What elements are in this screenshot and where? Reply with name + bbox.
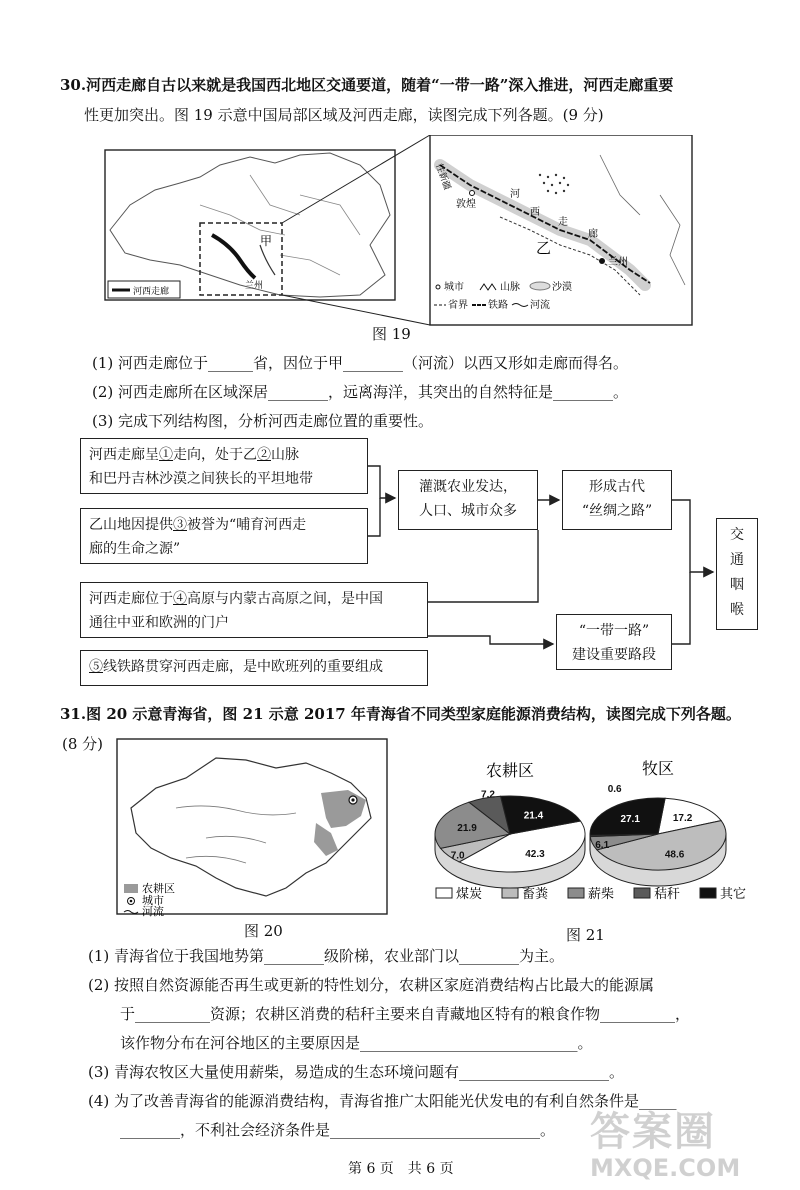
legend-farm-icon bbox=[124, 884, 138, 893]
q31-sub2-line2: 于__________资源；农耕区消费的秸秆主要来自青藏地区特有的粮食作物__________， bbox=[120, 1005, 691, 1023]
legend-rail-text: 铁路 bbox=[488, 300, 508, 311]
legend-city-icon-2 bbox=[130, 900, 133, 903]
label-lanzhou-right: 兰州 bbox=[608, 257, 628, 268]
legend-swatch-畜粪 bbox=[502, 888, 518, 898]
blank-1: ① bbox=[159, 447, 173, 463]
legend-city-text-2: 城市 bbox=[142, 894, 164, 907]
q31-sub4-line2: ________，不利社会经济条件是____________________________。 bbox=[120, 1121, 556, 1139]
legend-river-text: 河流 bbox=[530, 300, 550, 311]
page-footer: 第 6 页 共 6 页 bbox=[348, 1161, 454, 1177]
q30-stem-line1: 30.河西走廊自古以来就是我国西北地区交通要道，随着“一带一路”深入推进，河西走廊重要 bbox=[60, 76, 674, 94]
legend-swatch-煤炭 bbox=[436, 888, 452, 898]
flow-box-1: 河西走廊呈①走向，处于乙②山脉 和巴丹吉林沙漠之间狭长的平坦地带 bbox=[80, 438, 368, 494]
fig19-caption: 图 19 bbox=[372, 325, 411, 343]
legend-swatch-其它 bbox=[700, 888, 716, 898]
dunhuang-dot bbox=[470, 191, 475, 196]
watermark-logo: 答案圈 MXQE.COM bbox=[590, 1109, 741, 1182]
flow-mid-1: 灌溉农业发达， 人口、城市众多 bbox=[398, 470, 538, 530]
flow-mid-2: 形成古代 “丝绸之路” bbox=[562, 470, 672, 530]
label-yi: 乙 bbox=[536, 239, 552, 257]
fig21-caption: 图 21 bbox=[566, 926, 605, 944]
legend-label-秸秆: 秸秆 bbox=[654, 887, 681, 902]
q31-sub4-line1: (4) 为了改善青海省的能源消费结构，青海省推广太阳能光伏发电的有利自然条件是_____ bbox=[88, 1092, 677, 1110]
pie-farm bbox=[435, 790, 585, 888]
legend-swatch-薪柴 bbox=[568, 888, 584, 898]
lanzhou-dot bbox=[599, 258, 605, 264]
legend-label-畜粪: 畜粪 bbox=[522, 887, 549, 902]
label-dunhuang: 敦煌 bbox=[456, 199, 476, 210]
pie-title-pasture: 牧区 bbox=[641, 759, 675, 778]
q30-sub1: (1) 河西走廊位于______省，因位于甲________（河流）以西又形如走廊而得名。 bbox=[92, 354, 629, 372]
label-jia: 甲 bbox=[260, 234, 273, 248]
label-zou: 走 bbox=[558, 217, 568, 228]
blank-2: ② bbox=[257, 447, 271, 463]
legend-river-text-2: 河流 bbox=[142, 905, 164, 918]
q31-sub2-line1: (2) 按照自然资源能否再生或更新的特性划分，农耕区家庭消费结构占比最大的能源属 bbox=[88, 976, 655, 994]
blank-3: ③ bbox=[173, 517, 187, 533]
q31-stem-line2: (8 分) bbox=[62, 735, 104, 753]
label-wangxinjiang: 往新疆 bbox=[433, 162, 452, 192]
legend-desert-text: 沙漠 bbox=[552, 282, 572, 293]
pie-pasture bbox=[590, 784, 726, 886]
legend-mountain-text: 山脉 bbox=[500, 282, 520, 293]
q30-stem-line2: 性更加突出。图 19 示意中国局部区域及河西走廊，读图完成下列各题。(9 分) bbox=[84, 106, 604, 124]
legend-farm-text: 农耕区 bbox=[142, 882, 175, 895]
pie-value-label: 17.2 bbox=[672, 812, 693, 824]
figure-21-pie-charts bbox=[420, 752, 760, 912]
legend-swatch-秸秆 bbox=[634, 888, 650, 898]
pie-value-label: 6.1 bbox=[595, 839, 610, 851]
legend-corridor-text: 河西走廊 bbox=[133, 287, 170, 297]
label-he: 河 bbox=[510, 189, 520, 200]
q30-sub2: (2) 河西走廊所在区域深居________，远离海洋，其突出的自然特征是________。 bbox=[92, 383, 629, 401]
pie-value-label: 7.2 bbox=[481, 789, 495, 801]
label-lanzhou-left: 兰州 bbox=[245, 281, 264, 291]
flow-arrows bbox=[0, 430, 800, 700]
legend-city-text: 城市 bbox=[444, 282, 464, 293]
q30-sub3: (3) 完成下列结构图，分析河西走廊位置的重要性。 bbox=[92, 412, 434, 430]
pie-value-label: 42.3 bbox=[525, 848, 545, 860]
flow-box-3: 河西走廊位于④高原与内蒙古高原之间，是中国 通往中亚和欧洲的门户 bbox=[80, 582, 428, 638]
legend-label-薪柴: 薪柴 bbox=[588, 887, 615, 902]
legend-city-icon bbox=[436, 285, 440, 289]
legend-border-text: 省界 bbox=[448, 300, 468, 311]
legend-label-煤炭: 煤炭 bbox=[456, 887, 483, 902]
pie-value-label: 27.1 bbox=[620, 814, 640, 826]
blank-4: ④ bbox=[173, 591, 187, 607]
pie-value-label: 0.6 bbox=[607, 784, 622, 795]
pie-value-label: 48.6 bbox=[664, 849, 685, 861]
blank-5: ⑤ bbox=[89, 659, 103, 675]
pie-value-label: 21.4 bbox=[523, 810, 544, 822]
flow-right-traffic-throat: 交 通 咽 喉 bbox=[716, 518, 758, 630]
pie-value-label: 7.0 bbox=[450, 850, 465, 862]
flow-box-4: ⑤线铁路贯穿河西走廊，是中欧班列的重要组成 bbox=[80, 650, 428, 686]
q31-sub2-line3: 该作物分布在河谷地区的主要原因是_____________________________。 bbox=[120, 1034, 593, 1052]
flow-mid-3: “一带一路” 建设重要路段 bbox=[556, 614, 672, 670]
label-lang: 廊 bbox=[588, 229, 598, 240]
fig20-caption: 图 20 bbox=[244, 922, 283, 940]
legend-label-其它: 其它 bbox=[720, 887, 747, 902]
q31-stem-line1: 31.图 20 示意青海省，图 21 示意 2017 年青海省不同类型家庭能源消费结构，读图完成下列各题。 bbox=[60, 705, 741, 723]
figure-19-maps bbox=[100, 135, 695, 330]
q31-sub1: (1) 青海省位于我国地势第________级阶梯，农业部门以________为主。 bbox=[88, 947, 565, 965]
pie-legend bbox=[436, 886, 746, 902]
q31-sub3: (3) 青海农牧区大量使用薪柴，易造成的生态环境问题有____________________。 bbox=[88, 1063, 625, 1081]
legend-desert-icon bbox=[530, 282, 550, 290]
figure-20-qinghai-map bbox=[116, 738, 388, 918]
label-xi: 西 bbox=[530, 207, 540, 218]
flow-box-2: 乙山地因提供③被誉为“哺育河西走 廊的生命之源” bbox=[80, 508, 368, 564]
pie-title-farm: 农耕区 bbox=[485, 761, 535, 780]
pie-value-label: 21.9 bbox=[457, 823, 477, 835]
